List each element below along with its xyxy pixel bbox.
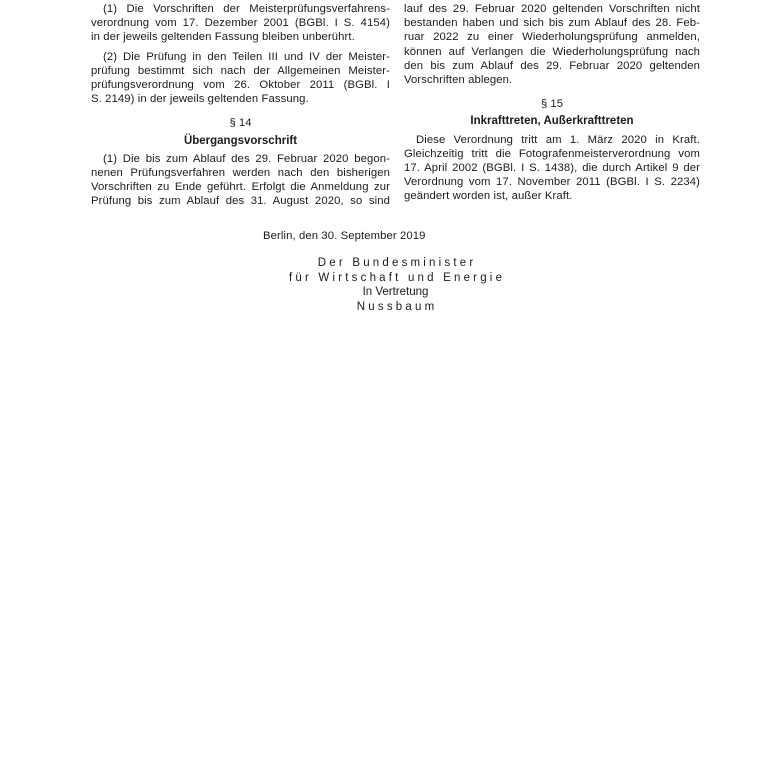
- section-14-title: Übergangsvorschrift: [183, 134, 298, 147]
- paragraph-line: Vorschriften zu Ende geführt. Erfolgt die Anmeldung zur: [91, 181, 390, 194]
- left-column: [91, 2, 390, 209]
- paragraph-line: Verordnung vom 17. November 2011 (BGBl. I S. 2234): [404, 176, 700, 189]
- paragraph: [91, 152, 390, 209]
- paragraph-line: Vorschriften ablegen.: [404, 74, 513, 87]
- signature-minister-line-2: für Wirtschaft und Energie: [289, 271, 506, 284]
- signature-block: [91, 256, 700, 314]
- signature-place-date: Berlin, den 30. September 2019: [263, 230, 426, 242]
- paragraph: [404, 2, 700, 87]
- signature-deputy-note: In Vertretung: [362, 286, 429, 299]
- paragraph-line: Diese Verordnung tritt am 1. März 2020 in Kraft.: [416, 133, 700, 146]
- paragraph-line: den bis zum Ablauf des 29. Februar 2020 geltenden: [404, 59, 700, 72]
- paragraph-line: 17. April 2002 (BGBl. I S. 1438), die durch Artikel 9 der: [404, 162, 700, 175]
- section-14-number: § 14: [229, 117, 252, 130]
- paragraph-line: geändert worden ist, außer Kraft.: [404, 190, 573, 203]
- signature-minister-line-1: Der Bundesminister: [317, 257, 477, 269]
- paragraph-line: nenen Prüfungsverfahren werden nach den bisherigen: [91, 167, 390, 180]
- paragraph-line: prüfung bestimmt sich nach der Allgemeinen Meister-: [91, 64, 390, 77]
- paragraph-line: (1) Die bis zum Ablauf des 29. Februar 2020 begon-: [103, 152, 390, 165]
- paragraph-line: bestanden haben und sich bis zum Ablauf des 28. Feb-: [404, 17, 700, 30]
- section-15-number: § 15: [541, 98, 563, 111]
- paragraph-line: (2) Die Prüfung in den Teilen III und IV der Meister-: [103, 50, 390, 63]
- paragraph-line: lauf des 29. Februar 2020 geltenden Vorschriften nicht: [404, 3, 700, 15]
- paragraph-line: Prüfung bis zum Ablauf des 31. August 2020, so sind: [91, 195, 390, 208]
- paragraph-line: ruar 2022 zu einer Wiederholungsprüfung anmelden,: [404, 31, 700, 44]
- paragraph-line: Gleichzeitig tritt die Fotografenmeisterverordnung vom: [404, 147, 700, 160]
- paragraph: [91, 2, 390, 45]
- right-column: [404, 2, 700, 204]
- paragraph-line: prüfungsverordnung vom 26. Oktober 2011 (BGBl. I: [91, 79, 390, 92]
- paragraph-line: (1) Die Vorschriften der Meisterprüfungsverfahrens-: [103, 3, 390, 15]
- paragraph-line: S. 2149) in der jeweils geltenden Fassung.: [91, 93, 309, 106]
- paragraph-line: können auf Verlangen die Wiederholungsprüfung nach: [404, 45, 700, 58]
- paragraph: [91, 50, 390, 107]
- section-15-title: Inkrafttreten, Außerkrafttreten: [470, 115, 634, 128]
- paragraph-line: verordnung vom 17. Dezember 2001 (BGBl. I S. 4154): [91, 17, 390, 30]
- paragraph-line: in der jeweils geltenden Fassung bleiben unberührt.: [91, 31, 355, 44]
- signature-signer-name: Nussbaum: [356, 300, 438, 313]
- paragraph: [404, 133, 700, 204]
